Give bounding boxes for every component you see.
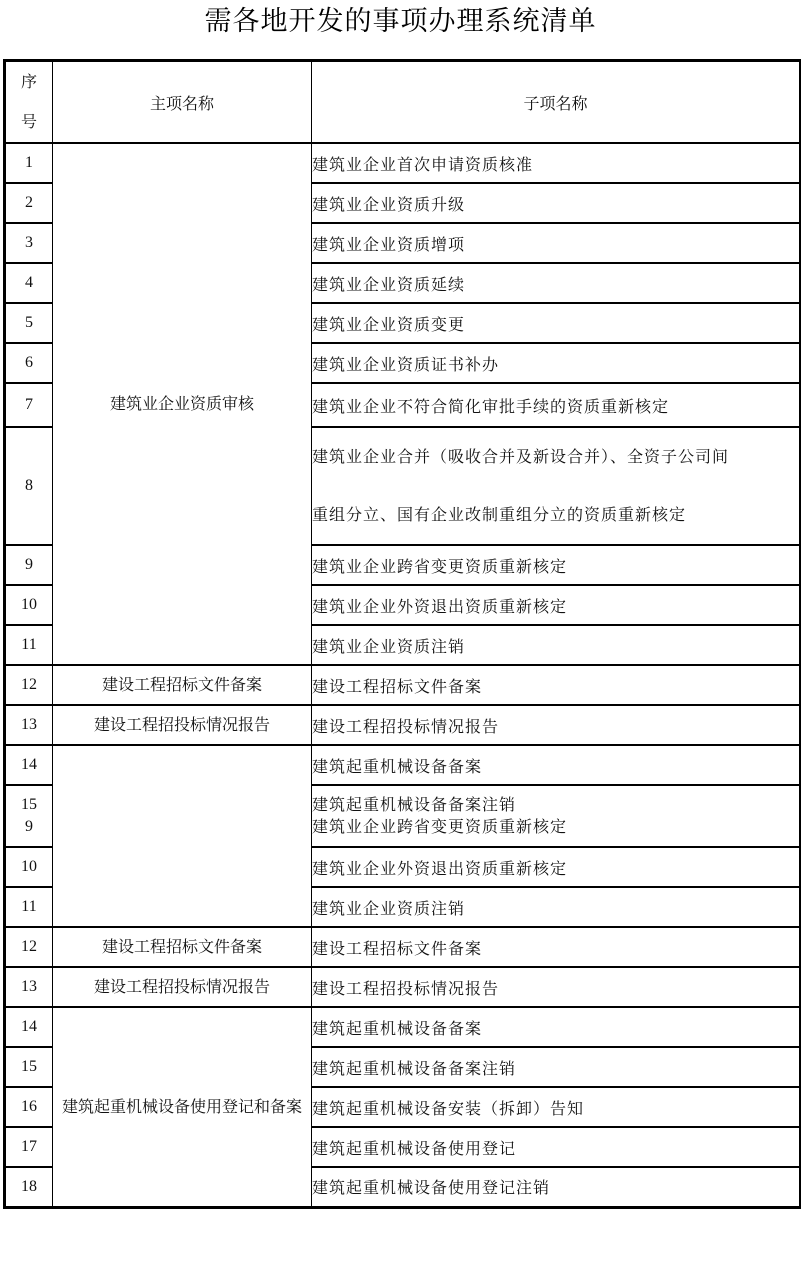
main-item-cell: 建筑业企业资质审核 xyxy=(53,143,312,665)
sub-item-cell: 建设工程招投标情况报告 xyxy=(312,705,801,745)
column-header-number xyxy=(5,61,53,144)
row-number: 13 xyxy=(5,705,53,745)
sub-item-cell: 建筑业企业跨省变更资质重新核定 xyxy=(312,545,801,585)
sub-item-cell: 建筑起重机械设备安装（拆卸）告知 xyxy=(312,1087,801,1127)
sub-item-line1: 建筑起重机械设备备案注销 xyxy=(312,795,517,814)
row-number: 13 xyxy=(5,967,53,1007)
sub-item-cell: 建筑业企业资质注销 xyxy=(312,625,801,665)
sub-item-cell: 建筑业企业资质变更 xyxy=(312,303,801,343)
main-item-cell-empty xyxy=(53,745,312,927)
row-number xyxy=(5,785,53,847)
row-number: 14 xyxy=(5,745,53,785)
sub-item-cell: 建筑起重机械设备备案 xyxy=(312,745,801,785)
row-number: 18 xyxy=(5,1167,53,1207)
row-number-line2: 9 xyxy=(25,818,33,835)
sub-item-cell: 建筑业企业不符合简化审批手续的资质重新核定 xyxy=(312,383,801,427)
row-number: 5 xyxy=(5,303,53,343)
row-number: 10 xyxy=(5,847,53,887)
row-number: 6 xyxy=(5,343,53,383)
row-number: 1 xyxy=(5,143,53,183)
row-number: 7 xyxy=(5,383,53,427)
sub-item-cell: 建筑业企业首次申请资质核准 xyxy=(312,143,801,183)
row-number: 9 xyxy=(5,545,53,585)
sub-item-cell: 建筑业企业资质延续 xyxy=(312,263,801,303)
row-number: 16 xyxy=(5,1087,53,1127)
row-number: 2 xyxy=(5,183,53,223)
table-row xyxy=(5,1007,801,1047)
sub-item-cell: 建设工程招标文件备案 xyxy=(312,665,801,705)
sub-item-line2: 重组分立、国有企业改制重组分立的资质重新核定 xyxy=(312,505,687,524)
table-row xyxy=(5,967,801,1007)
row-number: 11 xyxy=(5,887,53,927)
table-row xyxy=(5,665,801,705)
main-item-cell: 建筑起重机械设备使用登记和备案 xyxy=(53,1007,312,1207)
row-number: 12 xyxy=(5,665,53,705)
row-number-line1: 15 xyxy=(21,796,37,813)
main-item-cell: 建设工程招投标情况报告 xyxy=(53,967,312,1007)
row-number: 3 xyxy=(5,223,53,263)
row-number: 14 xyxy=(5,1007,53,1047)
main-item-cell: 建设工程招投标情况报告 xyxy=(53,705,312,745)
table-header-row xyxy=(5,61,801,144)
table-row xyxy=(5,745,801,785)
sub-item-line1: 建筑业企业合并（吸收合并及新设合并）、全资子公司间 xyxy=(312,447,730,466)
header-no-line1: 序 xyxy=(20,72,37,91)
row-number: 12 xyxy=(5,927,53,967)
matters-table xyxy=(3,59,801,1209)
sub-item-cell: 建筑起重机械设备使用登记注销 xyxy=(312,1167,801,1207)
sub-item-cell xyxy=(312,427,801,545)
row-number: 17 xyxy=(5,1127,53,1167)
sub-item-cell: 建筑业企业资质注销 xyxy=(312,887,801,927)
sub-item-cell: 建筑起重机械设备备案注销 xyxy=(312,1047,801,1087)
sub-item-cell: 建筑起重机械设备使用登记 xyxy=(312,1127,801,1167)
sub-item-cell: 建设工程招投标情况报告 xyxy=(312,967,801,1007)
table-row xyxy=(5,705,801,745)
row-number: 15 xyxy=(5,1047,53,1087)
row-number: 11 xyxy=(5,625,53,665)
row-number: 10 xyxy=(5,585,53,625)
row-number: 8 xyxy=(5,427,53,545)
header-no-line2: 号 xyxy=(20,112,37,131)
row-number: 4 xyxy=(5,263,53,303)
main-item-cell: 建设工程招标文件备案 xyxy=(53,927,312,967)
sub-item-cell: 建筑业企业资质升级 xyxy=(312,183,801,223)
sub-item-cell: 建筑业企业外资退出资质重新核定 xyxy=(312,585,801,625)
main-item-cell: 建设工程招标文件备案 xyxy=(53,665,312,705)
sub-item-cell: 建筑业企业外资退出资质重新核定 xyxy=(312,847,801,887)
document-title: 需各地开发的事项办理系统清单 xyxy=(204,6,597,37)
sub-item-cell: 建筑起重机械设备备案 xyxy=(312,1007,801,1047)
sub-item-line2: 建筑业企业跨省变更资质重新核定 xyxy=(312,817,568,836)
sub-item-cell xyxy=(312,785,801,847)
column-header-sub-item: 子项名称 xyxy=(312,61,801,144)
table-row xyxy=(5,927,801,967)
table-row xyxy=(5,143,801,183)
sub-item-cell: 建设工程招标文件备案 xyxy=(312,927,801,967)
sub-item-cell: 建筑业企业资质证书补办 xyxy=(312,343,801,383)
sub-item-cell: 建筑业企业资质增项 xyxy=(312,223,801,263)
column-header-main-item: 主项名称 xyxy=(53,61,312,144)
